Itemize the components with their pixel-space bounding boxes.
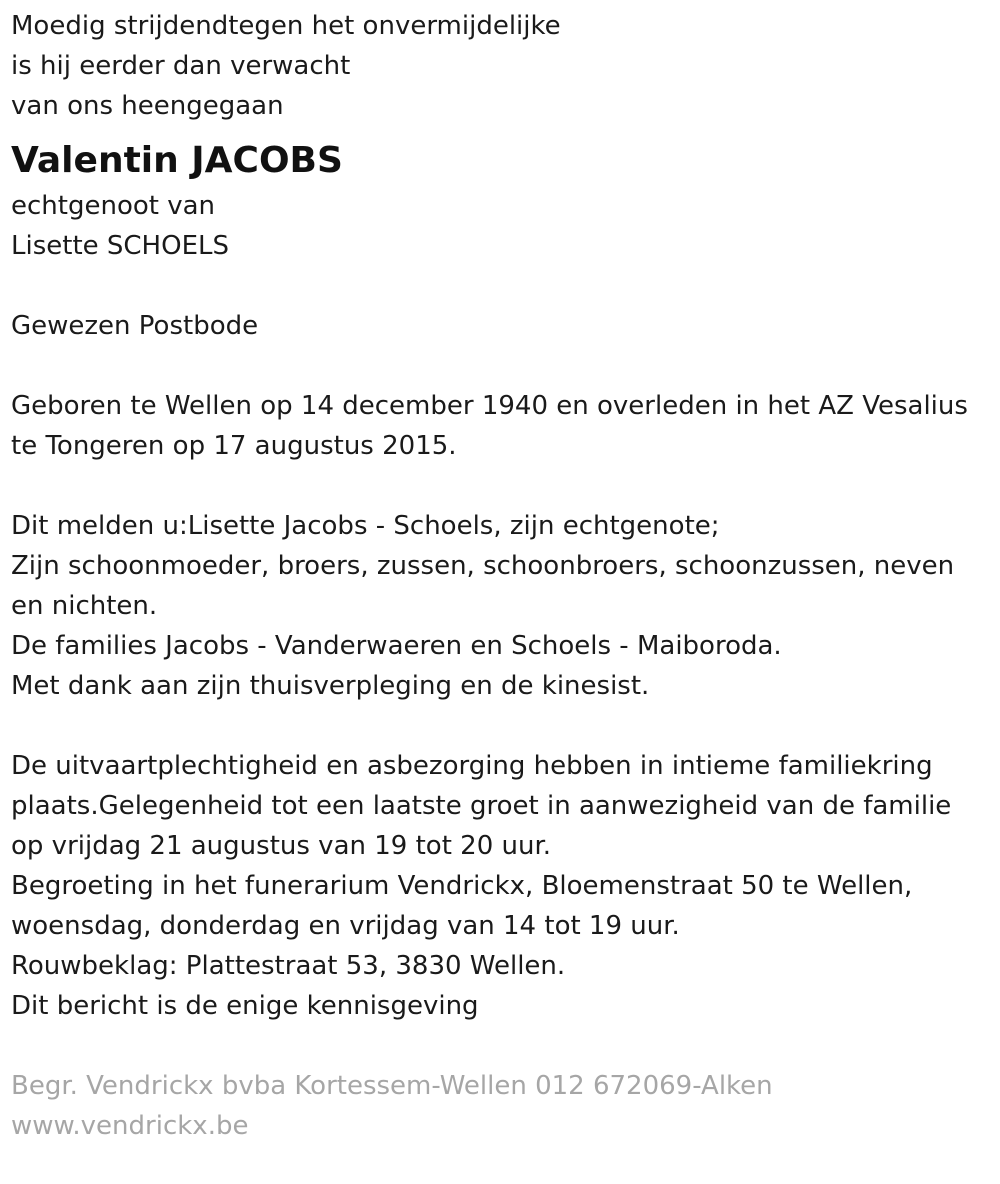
family-line: Dit melden u:Lisette Jacobs - Schoels, zijn echtgenote;: [11, 511, 720, 541]
spouse-block: [11, 186, 996, 266]
intro-verse: [11, 6, 996, 126]
spouse-relation: echtgenoot van: [11, 191, 216, 221]
profession: Gewezen Postbode: [11, 311, 259, 341]
ceremony-line: plaats.Gelegenheid tot een laatste groet in aanwezigheid van de familie: [11, 791, 952, 821]
deceased-name: Valentin JACOBS: [11, 140, 343, 181]
intro-line: is hij eerder dan verwacht: [11, 51, 351, 81]
ceremony-line: De uitvaartplechtigheid en asbezorging hebben in intieme familiekring: [11, 751, 933, 781]
family-line: De families Jacobs - Vanderwaeren en Schoels - Maiboroda.: [11, 631, 782, 661]
family-line: Zijn schoonmoeder, broers, zussen, schoonbroers, schoonzussen, neven: [11, 551, 955, 581]
birth-death-line: te Tongeren op 17 augustus 2015.: [11, 431, 457, 461]
birth-death-block: [11, 386, 996, 466]
intro-line: van ons heengegaan: [11, 91, 284, 121]
spacer: [11, 706, 996, 746]
family-line: Met dank aan zijn thuisverpleging en de kinesist.: [11, 671, 650, 701]
spacer: [11, 1026, 996, 1066]
intro-line: Moedig strijdendtegen het onvermijdelijke: [11, 11, 561, 41]
spacer: [11, 266, 996, 306]
birth-death-line: Geboren te Wellen op 14 december 1940 en overleden in het AZ Vesalius: [11, 391, 968, 421]
ceremony-line: op vrijdag 21 augustus van 19 tot 20 uur.: [11, 831, 552, 861]
funeral-home-website: www.vendrickx.be: [11, 1111, 249, 1141]
ceremony-block: [11, 746, 996, 1026]
ceremony-line: woensdag, donderdag en vrijdag van 14 tot 19 uur.: [11, 911, 680, 941]
spouse-name: Lisette SCHOELS: [11, 231, 229, 261]
spacer: [11, 346, 996, 386]
family-line: en nichten.: [11, 591, 158, 621]
funeral-home-info: Begr. Vendrickx bvba Kortessem-Wellen 012 672069-Alken: [11, 1071, 773, 1101]
ceremony-line: Begroeting in het funerarium Vendrickx, Bloemenstraat 50 te Wellen,: [11, 871, 913, 901]
spacer: [11, 466, 996, 506]
ceremony-line: Rouwbeklag: Plattestraat 53, 3830 Wellen.: [11, 951, 566, 981]
funeral-home-footer: [11, 1066, 996, 1146]
family-block: [11, 506, 996, 706]
obituary-notice: [11, 6, 996, 1146]
ceremony-line: Dit bericht is de enige kennisgeving: [11, 991, 479, 1021]
